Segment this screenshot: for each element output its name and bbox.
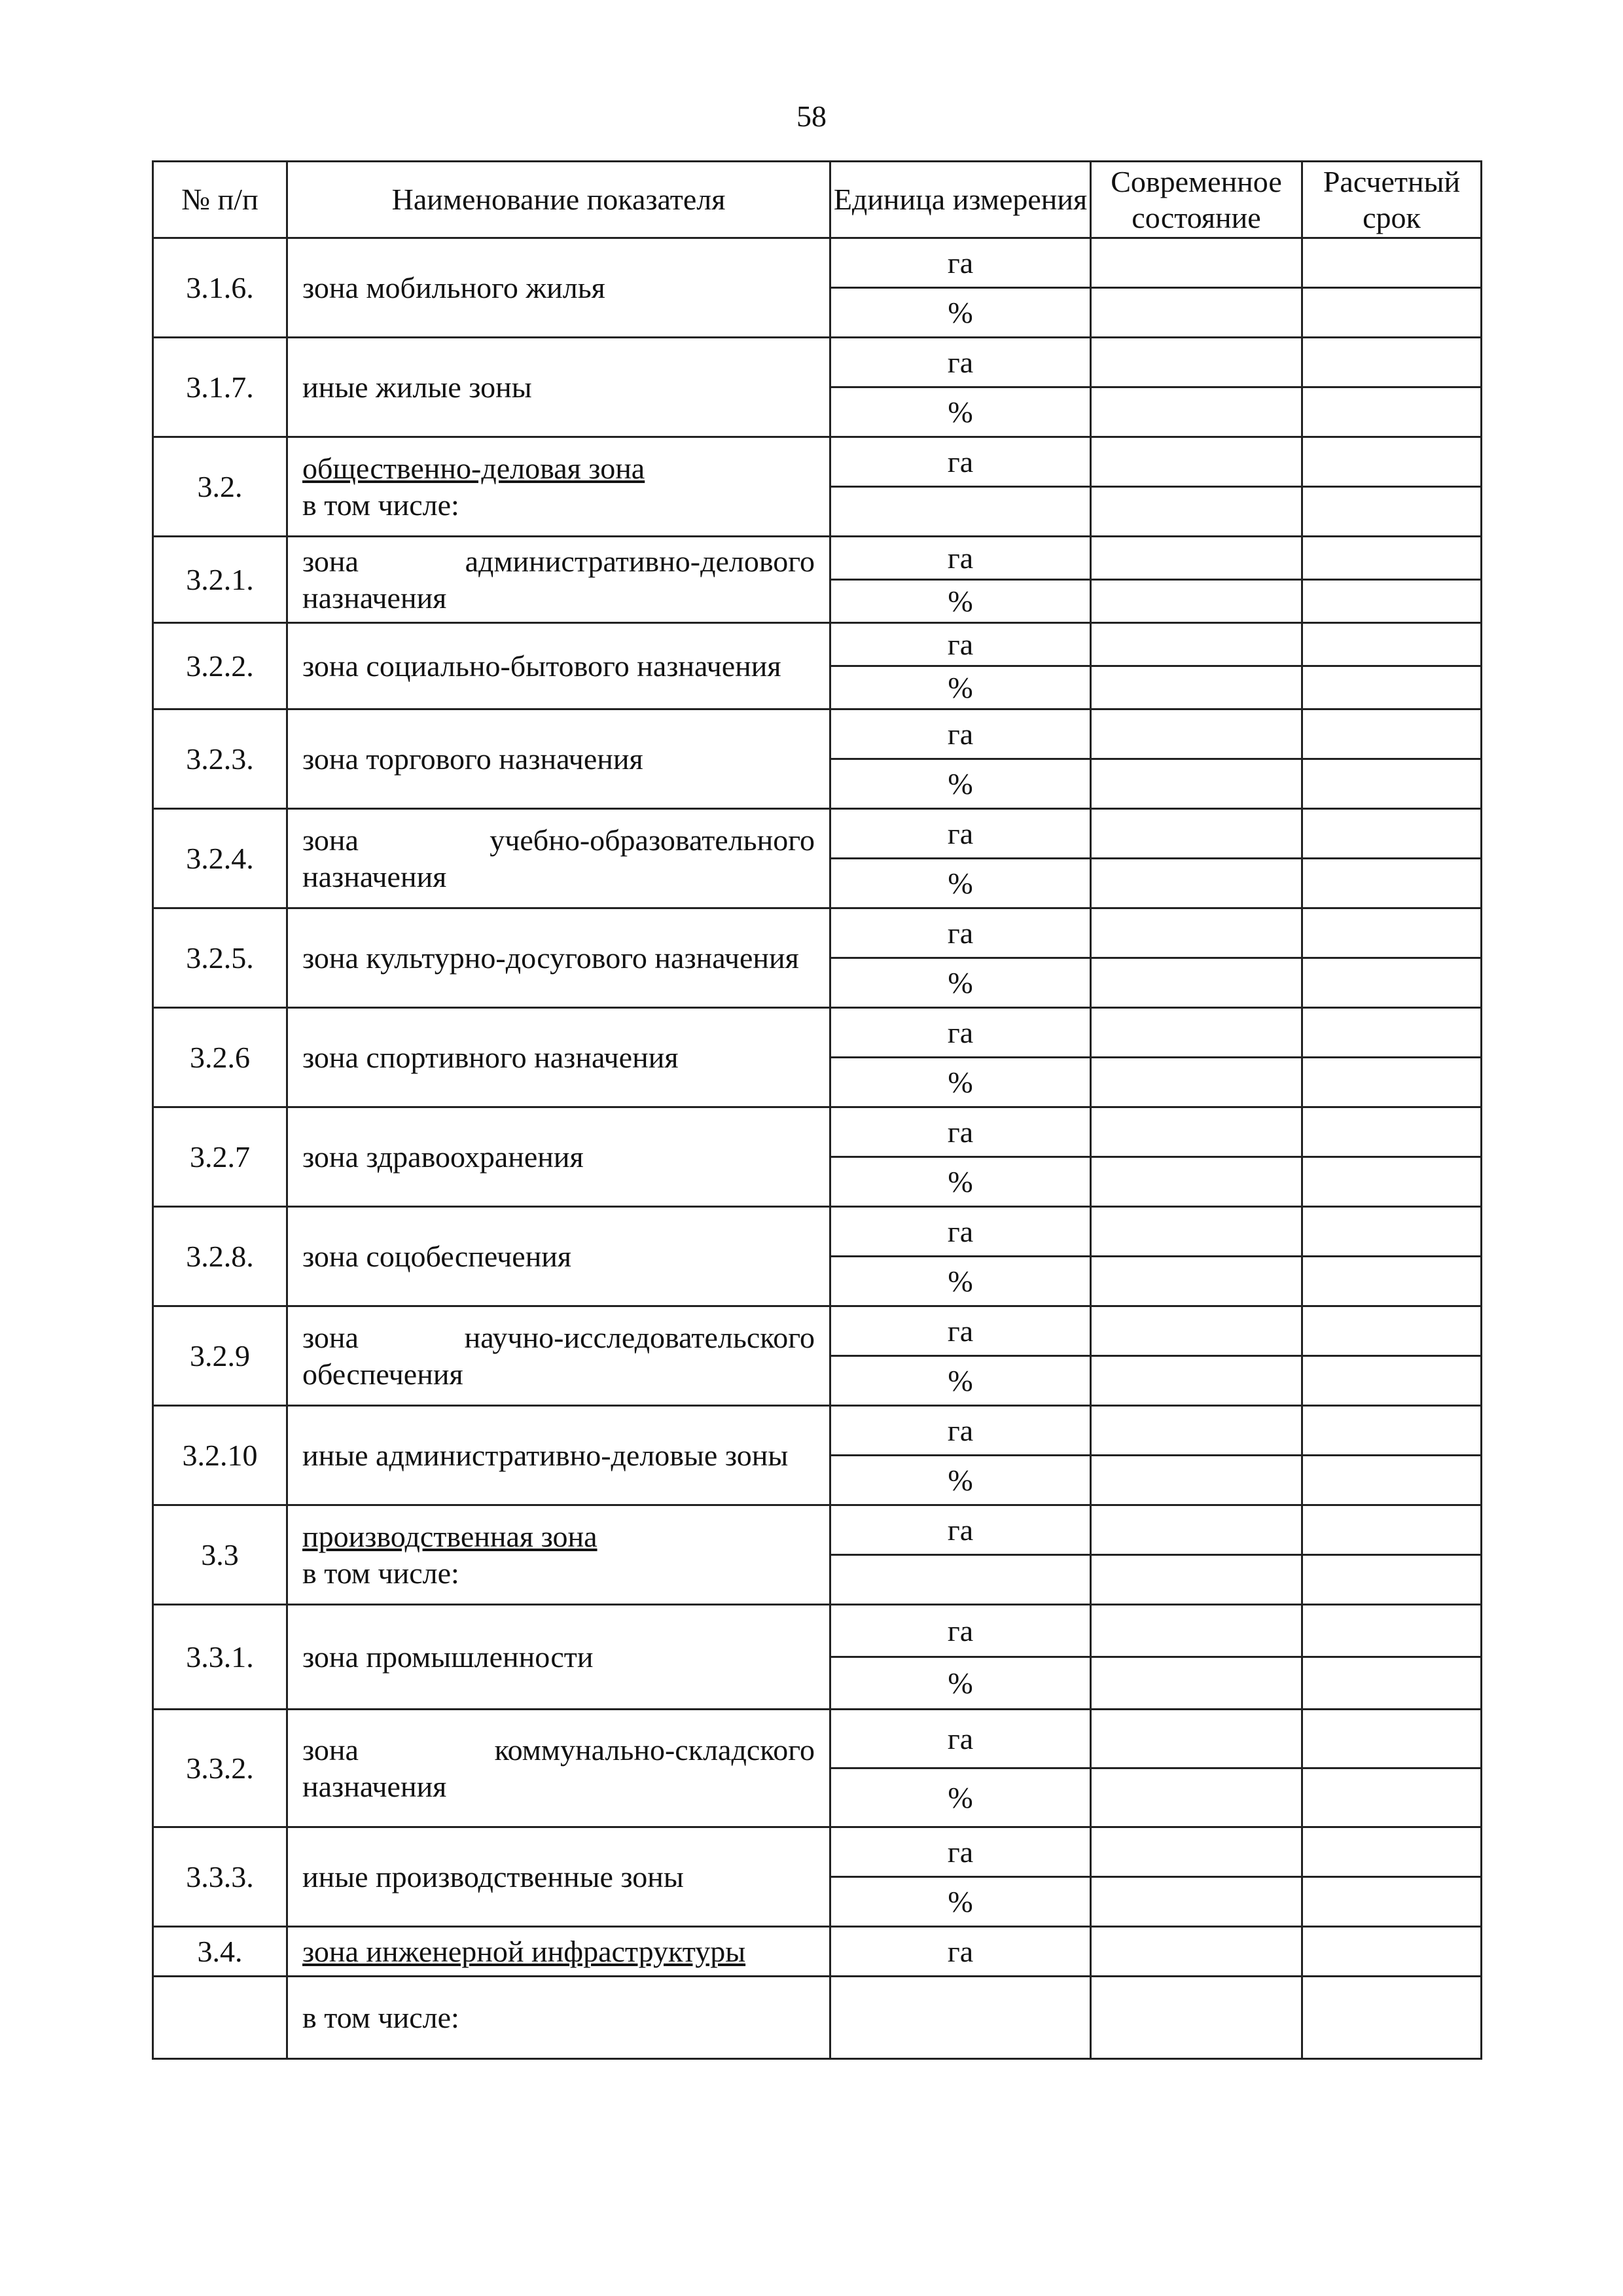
indicator-name-cell <box>287 437 830 537</box>
current-state-cell <box>1091 1306 1302 1356</box>
unit-cell: % <box>830 859 1091 908</box>
current-state-cell <box>1091 580 1302 623</box>
projected-term-cell <box>1302 1505 1482 1555</box>
indicator-subtitle: в том числе: <box>302 488 459 522</box>
row-number <box>153 1977 287 2059</box>
current-state-cell <box>1091 958 1302 1008</box>
header-unit: Единица измерения <box>830 162 1091 238</box>
unit-cell: % <box>830 580 1091 623</box>
row-number: 3.3.3. <box>153 1827 287 1927</box>
current-state-cell <box>1091 709 1302 759</box>
projected-term-cell <box>1302 958 1482 1008</box>
projected-term-cell <box>1302 1768 1482 1827</box>
projected-term-cell <box>1302 1157 1482 1207</box>
current-state-cell <box>1091 623 1302 666</box>
projected-term-cell <box>1302 1356 1482 1406</box>
row-number: 3.3.1. <box>153 1605 287 1710</box>
current-state-cell <box>1091 1877 1302 1927</box>
indicator-name-cell <box>287 623 830 709</box>
table-row <box>153 623 1482 666</box>
unit-cell: га <box>830 709 1091 759</box>
indicator-name: иные административно-деловые зоны <box>302 1438 789 1472</box>
projected-term-cell <box>1302 1710 1482 1768</box>
unit-cell: га <box>830 623 1091 666</box>
current-state-cell <box>1091 1207 1302 1257</box>
projected-term-cell <box>1302 623 1482 666</box>
unit-cell: га <box>830 1008 1091 1058</box>
current-state-cell <box>1091 288 1302 338</box>
row-number: 3.2.9 <box>153 1306 287 1406</box>
header-num: № п/п <box>153 162 287 238</box>
indicator-name-cell <box>287 1927 830 1977</box>
projected-term-cell <box>1302 709 1482 759</box>
current-state-cell <box>1091 338 1302 387</box>
unit-cell <box>830 487 1091 537</box>
table-row <box>153 437 1482 487</box>
projected-term-cell <box>1302 487 1482 537</box>
table-row <box>153 809 1482 859</box>
projected-term-cell <box>1302 1827 1482 1877</box>
projected-term-cell <box>1302 666 1482 709</box>
projected-term-cell <box>1302 1107 1482 1157</box>
current-state-cell <box>1091 1257 1302 1306</box>
table-row <box>153 1710 1482 1768</box>
unit-cell: % <box>830 387 1091 437</box>
indicator-name: зона научно-исследовательского обеспечения <box>302 1321 815 1391</box>
table-row <box>153 1008 1482 1058</box>
projected-term-cell <box>1302 338 1482 387</box>
unit-cell: % <box>830 1768 1091 1827</box>
projected-term-cell <box>1302 809 1482 859</box>
projected-term-cell <box>1302 387 1482 437</box>
projected-term-cell <box>1302 580 1482 623</box>
projected-term-cell <box>1302 1456 1482 1505</box>
table-row <box>153 1505 1482 1555</box>
table-row <box>153 1977 1482 2059</box>
indicator-name: зона коммунально-складского назначения <box>302 1733 815 1803</box>
row-number: 3.2.6 <box>153 1008 287 1107</box>
header-name: Наименование показателя <box>287 162 830 238</box>
unit-cell: га <box>830 338 1091 387</box>
projected-term-cell <box>1302 1927 1482 1977</box>
indicator-name-cell <box>287 1977 830 2059</box>
header-term: Расчетный срок <box>1302 162 1482 238</box>
indicator-subtitle: в том числе: <box>302 1556 459 1590</box>
indicator-name-cell <box>287 1505 830 1605</box>
unit-cell: % <box>830 1456 1091 1505</box>
current-state-cell <box>1091 1505 1302 1555</box>
current-state-cell <box>1091 1406 1302 1456</box>
projected-term-cell <box>1302 1008 1482 1058</box>
unit-cell: % <box>830 1356 1091 1406</box>
current-state-cell <box>1091 1157 1302 1207</box>
current-state-cell <box>1091 1927 1302 1977</box>
unit-cell: га <box>830 1710 1091 1768</box>
current-state-cell <box>1091 1768 1302 1827</box>
row-number: 3.3.2. <box>153 1710 287 1827</box>
current-state-cell <box>1091 537 1302 580</box>
unit-cell <box>830 1555 1091 1605</box>
projected-term-cell <box>1302 1555 1482 1605</box>
projected-term-cell <box>1302 1257 1482 1306</box>
unit-cell: га <box>830 1406 1091 1456</box>
current-state-cell <box>1091 487 1302 537</box>
current-state-cell <box>1091 908 1302 958</box>
current-state-cell <box>1091 759 1302 809</box>
indicator-name-cell <box>287 1107 830 1207</box>
projected-term-cell <box>1302 437 1482 487</box>
current-state-cell <box>1091 1008 1302 1058</box>
projected-term-cell <box>1302 1306 1482 1356</box>
current-state-cell <box>1091 437 1302 487</box>
unit-cell: га <box>830 238 1091 288</box>
indicator-name-cell <box>287 338 830 437</box>
indicator-name: иные производственные зоны <box>302 1859 684 1893</box>
current-state-cell <box>1091 1107 1302 1157</box>
table-body <box>153 238 1482 2059</box>
unit-cell: га <box>830 1827 1091 1877</box>
projected-term-cell <box>1302 908 1482 958</box>
indicator-name-cell <box>287 1306 830 1406</box>
unit-cell: га <box>830 809 1091 859</box>
unit-cell: % <box>830 1657 1091 1710</box>
indicator-name: зона торгового назначения <box>302 742 643 776</box>
indicator-name: общественно-деловая зона <box>302 452 645 486</box>
row-number: 3.3 <box>153 1505 287 1605</box>
indicator-name-cell <box>287 1406 830 1505</box>
table-row <box>153 1406 1482 1456</box>
row-number: 3.2.4. <box>153 809 287 908</box>
indicator-name: зона инженерной инфраструктуры <box>302 1934 746 1968</box>
indicator-name: производственная зона <box>302 1520 597 1554</box>
unit-cell: % <box>830 1877 1091 1927</box>
unit-cell: га <box>830 1927 1091 1977</box>
indicator-name: зона соцобеспечения <box>302 1239 572 1273</box>
table-row <box>153 1827 1482 1877</box>
table-row <box>153 1207 1482 1257</box>
indicator-name: зона мобильного жилья <box>302 270 605 304</box>
indicator-name: зона учебно-образовательного назначения <box>302 823 815 893</box>
unit-cell: % <box>830 1157 1091 1207</box>
indicator-name: зона социально-бытового назначения <box>302 649 781 683</box>
unit-cell: га <box>830 437 1091 487</box>
unit-cell: % <box>830 958 1091 1008</box>
table-row <box>153 1927 1482 1977</box>
unit-cell: га <box>830 1306 1091 1356</box>
current-state-cell <box>1091 1605 1302 1657</box>
indicator-name: зона культурно-досугового назначения <box>302 941 799 975</box>
current-state-cell <box>1091 666 1302 709</box>
row-number: 3.2.1. <box>153 537 287 623</box>
unit-cell: га <box>830 1207 1091 1257</box>
unit-cell: га <box>830 1107 1091 1157</box>
current-state-cell <box>1091 1710 1302 1768</box>
current-state-cell <box>1091 1058 1302 1107</box>
header-row <box>153 162 1482 238</box>
indicator-name-cell <box>287 1827 830 1927</box>
indicator-name-cell <box>287 1008 830 1107</box>
indicator-name-cell <box>287 1710 830 1827</box>
indicator-name-cell <box>287 709 830 809</box>
projected-term-cell <box>1302 288 1482 338</box>
projected-term-cell <box>1302 1977 1482 2059</box>
projected-term-cell <box>1302 759 1482 809</box>
indicator-name-cell <box>287 809 830 908</box>
projected-term-cell <box>1302 1657 1482 1710</box>
projected-term-cell <box>1302 859 1482 908</box>
row-number: 3.2. <box>153 437 287 537</box>
current-state-cell <box>1091 859 1302 908</box>
projected-term-cell <box>1302 1406 1482 1456</box>
row-number: 3.2.10 <box>153 1406 287 1505</box>
projected-term-cell <box>1302 238 1482 288</box>
projected-term-cell <box>1302 537 1482 580</box>
indicator-name-cell <box>287 1605 830 1710</box>
unit-cell: % <box>830 759 1091 809</box>
current-state-cell <box>1091 1356 1302 1406</box>
projected-term-cell <box>1302 1058 1482 1107</box>
row-number: 3.4. <box>153 1927 287 1977</box>
table-row <box>153 537 1482 580</box>
indicator-name-cell <box>287 908 830 1008</box>
unit-cell: га <box>830 908 1091 958</box>
projected-term-cell <box>1302 1877 1482 1927</box>
current-state-cell <box>1091 238 1302 288</box>
indicator-name: иные жилые зоны <box>302 370 532 404</box>
row-number: 3.2.7 <box>153 1107 287 1207</box>
row-number: 3.2.8. <box>153 1207 287 1306</box>
row-number: 3.2.3. <box>153 709 287 809</box>
current-state-cell <box>1091 1555 1302 1605</box>
unit-cell: га <box>830 1505 1091 1555</box>
indicator-name: зона здравоохранения <box>302 1139 584 1174</box>
header-current: Современное состояние <box>1091 162 1302 238</box>
current-state-cell <box>1091 809 1302 859</box>
row-number: 3.2.5. <box>153 908 287 1008</box>
current-state-cell <box>1091 1456 1302 1505</box>
row-number: 3.1.6. <box>153 238 287 338</box>
table-row <box>153 709 1482 759</box>
unit-cell: % <box>830 1058 1091 1107</box>
indicator-name: зона промышленности <box>302 1640 594 1674</box>
projected-term-cell <box>1302 1605 1482 1657</box>
table-row <box>153 338 1482 387</box>
indicator-name: зона административно-делового назначения <box>302 545 815 615</box>
unit-cell: % <box>830 288 1091 338</box>
unit-cell: % <box>830 1257 1091 1306</box>
table-row <box>153 1107 1482 1157</box>
row-number: 3.1.7. <box>153 338 287 437</box>
row-number: 3.2.2. <box>153 623 287 709</box>
unit-cell <box>830 1977 1091 2059</box>
unit-cell: га <box>830 537 1091 580</box>
indicator-name: зона спортивного назначения <box>302 1040 679 1074</box>
indicator-name: в том числе: <box>302 2000 459 2034</box>
unit-cell: % <box>830 666 1091 709</box>
unit-cell: га <box>830 1605 1091 1657</box>
table-row <box>153 1306 1482 1356</box>
page-number: 58 <box>796 99 827 133</box>
current-state-cell <box>1091 1827 1302 1877</box>
current-state-cell <box>1091 387 1302 437</box>
projected-term-cell <box>1302 1207 1482 1257</box>
indicator-name-cell <box>287 238 830 338</box>
current-state-cell <box>1091 1977 1302 2059</box>
indicators-table <box>152 160 1482 2060</box>
current-state-cell <box>1091 1657 1302 1710</box>
table-row <box>153 238 1482 288</box>
indicator-name-cell <box>287 1207 830 1306</box>
indicator-name-cell <box>287 537 830 623</box>
table-row <box>153 1605 1482 1657</box>
table-row <box>153 908 1482 958</box>
